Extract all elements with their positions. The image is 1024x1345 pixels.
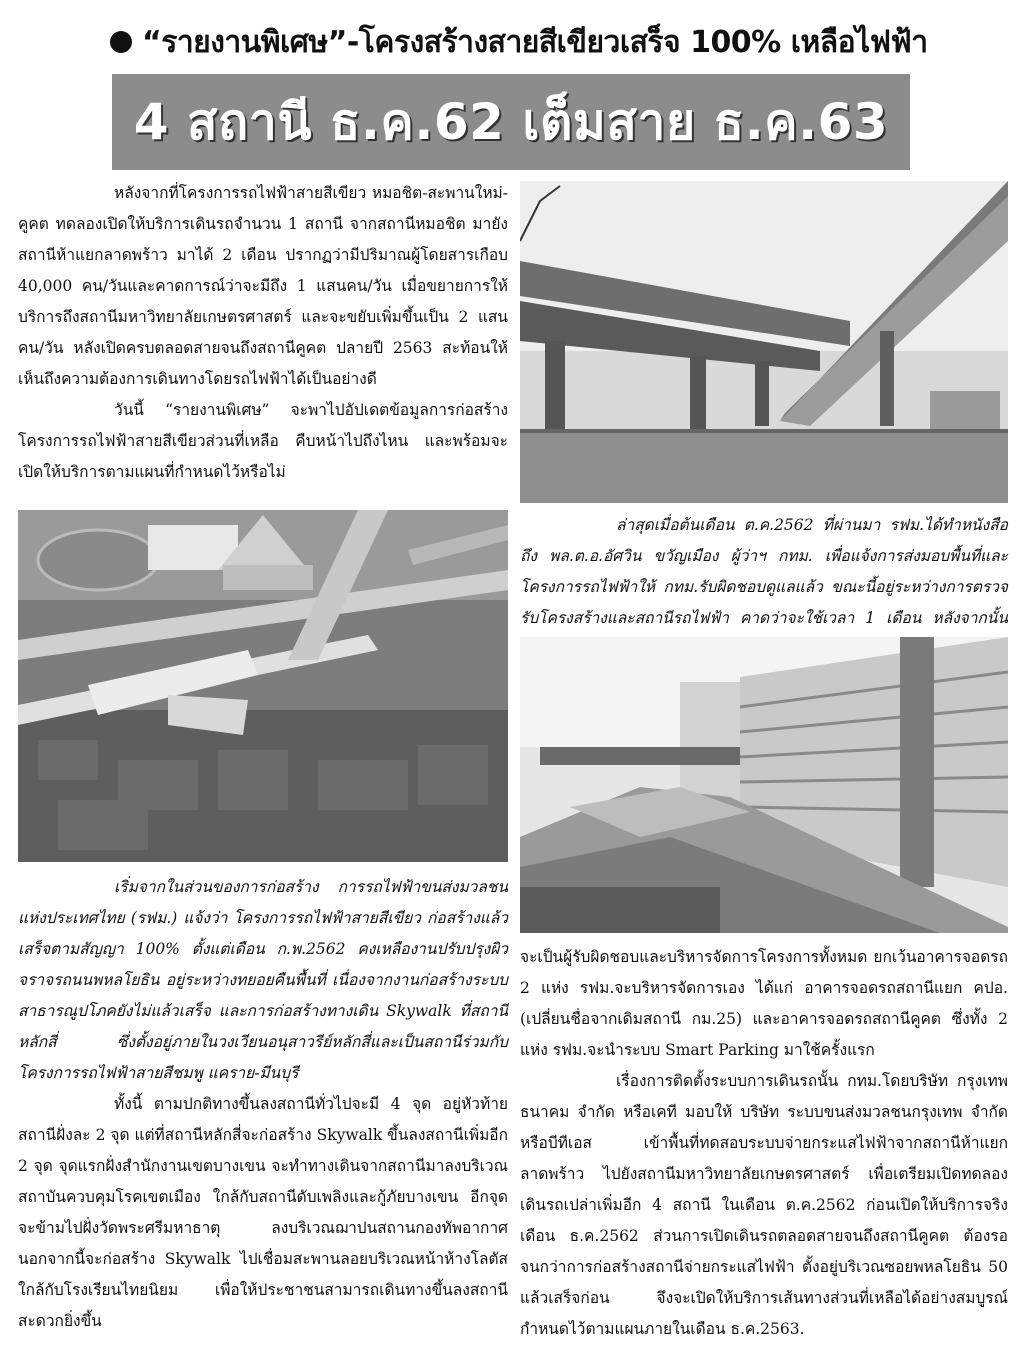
elevated-track-photo [520, 181, 1008, 503]
handover-paragraph: ล่าสุดเมื่อต้นเดือน ต.ค.2562 ที่ผ่านมา รฟม.ได้ทำหนังสือถึง พล.ต.อ.อัศวิน ขวัญเมือง ผู้ว่าฯ กทม. เพื่อแจ้งการส่งมอบพื้นที่และโครงการรถไฟฟ้าให้ กทม.รับผิดชอบดูแลแล้ว ขณะนี้อยู่ระหว่างการตรวจรับโครงสร้างและสถานีรถไฟฟ้า คาดว่าจะใช้เวลา 1 เดือน หลังจากนั้น [520, 516, 1008, 627]
special-report-paragraph: วันนี้ “รายงานพิเศษ” จะพาไปอัปเดตข้อมูลการก่อสร้างโครงการรถไฟฟ้าสายสีเขียวส่วนที่เหลือ คืบหน้าไปถึงไหน และพร้อมจะเปิดให้บริการตามแผนที่กำหนดไว้หรือไม่ [18, 401, 508, 481]
parking-paragraph: จะเป็นผู้รับผิดชอบและบริหารจัดการโครงการทั้งหมด ยกเว้นอาคารจอดรถ 2 แห่ง รฟม.จะบริหารจัดการเอง ได้แก่ อาคารจอดรถสถานีแยก คปอ. (เปลี่ยนชื่อจากเดิมสถานี กม.25) และอาคารจอดรถสถานีคูคต ซึ่งทั้ง 2 แห่ง รฟม.จะนำระบบ Smart Parking มาใช้ครั้งแรก [520, 948, 1008, 1059]
right-bottom-text [520, 942, 1008, 1345]
parking-building-photo [520, 637, 1008, 933]
bullet-dot-icon [110, 31, 132, 53]
kicker [110, 14, 930, 70]
power-system-paragraph: เรื่องการติดตั้งระบบการเดินรถนั้น กทม.โดยบริษัท กรุงเทพธนาคม จำกัด หรือเคที มอบให้ บริษัท ระบบขนส่งมวลชนกรุงเทพ จำกัด หรือบีทีเอส เข้าพื้นที่ทดสอบระบบจ่ายกระแสไฟฟ้าจากสถานีห้าแยกลาดพร้าว ไปยังสถานีมหาวิทยาลัยเกษตรศาสตร์ เพื่อเตรียมเปิดทดลองเดินรถเปล่าเพิ่มอีก 4 สถานี ในเดือน ต.ค.2562 ก่อนเปิดให้บริการจริงเดือน ธ.ค.2562 ส่วนการเปิดเดินรถตลอดสายจนถึงสถานีคูคต ต้องรอจนกว่าการก่อสร้างสถานีจ่ายกระแสไฟฟ้า ตั้งอยู่บริเวณซอยพหลโยธิน 50 แล้วเสร็จก่อน จึงจะเปิดให้บริการเส้นทางส่วนที่เหลือได้อย่างสมบูรณ์ กำหนดไว้ตามแผนภายในเดือน ธ.ค.2563. [520, 1072, 1008, 1338]
aerial-station-photo [18, 510, 508, 862]
construction-paragraph: เริ่มจากในส่วนของการก่อสร้าง การรถไฟฟ้าขนส่งมวลชนแห่งประเทศไทย (รฟม.) แจ้งว่า โครงการรถไฟฟ้าสายสีเขียว ก่อสร้างแล้วเสร็จตามสัญญา 100% ตั้งแต่เดือน ก.พ.2562 คงเหลืองานปรับปรุงผิวจราจรถนนพหลโยธิน อยู่ระหว่างทยอยคืนพื้นที่ เนื่องจากงานก่อสร้างระบบสาธารณูปโภคยังไม่แล้วเสร็จ และการก่อสร้างทางเดิน Skywalk ที่สถานีหลักสี่ ซึ่งตั้งอยู่ภายในวงเวียนอนุสาวรีย์หลักสี่และเป็นสถานีร่วมกับโครงการรถไฟฟ้าสายสีชมพู แคราย-มีนบุรี [18, 878, 508, 1082]
headline-banner [112, 74, 910, 170]
headline-text: 4 สถานี ธ.ค.62 เต็มสาย ธ.ค.63 [133, 92, 889, 151]
intro-paragraph: หลังจากที่โครงการรถไฟฟ้าสายสีเขียว หมอชิต-สะพานใหม่-คูคต ทดลองเปิดให้บริการเดินรถจำนวน 1 สถานี จากสถานีหมอชิต มายังสถานีห้าแยกลาดพร้าว มาได้ 2 เดือน ปรากฏว่ามีปริมาณผู้โดยสารเกือบ 40,000 คน/วันและคาดการณ์ว่าจะมีถึง 1 แสนคน/วัน เมื่อขยายการให้บริการถึงสถานีมหาวิทยาลัยเกษตรศาสตร์ และจะขยับเพิ่มขึ้นเป็น 2 แสนคน/วัน หลังเปิดครบตลอดสายจนถึงสถานีคูคต ปลายปี 2563 สะท้อนให้เห็นถึงความต้องการเดินทางโดยรถไฟฟ้าได้เป็นอย่างดี [18, 184, 508, 388]
left-top-text [18, 178, 508, 488]
left-bottom-text [18, 872, 508, 1337]
skywalk-paragraph: ทั้งนี้ ตามปกติทางขึ้นลงสถานีทั่วไปจะมี 4 จุด อยู่หัวท้ายสถานีฝั่งละ 2 จุด แต่ที่สถานีหลักสี่จะก่อสร้าง Skywalk ขึ้นลงสถานีเพิ่มอีก 2 จุด จุดแรกฝั่งสำนักงานเขตบางเขน จะทำทางเดินจากสถานีมาลงบริเวณสถาบันควบคุมโรคเขตเมือง ใกล้กับสถานีดับเพลิงและกู้ภัยบางเขน อีกจุดจะข้ามไปฝั่งวัดพระศรีมหาธาตุ ลงบริเวณฌาปนสถานกองทัพอากาศ นอกจากนี้จะก่อสร้าง Skywalk ไปเชื่อมสะพานลอยบริเวณหน้าห้างโลตัส ใกล้กับโรงเรียนไทยนิยม เพื่อให้ประชาชนสามารถเดินทางขึ้นลงสถานีสะดวกยิ่งขึ้น [18, 1095, 508, 1330]
kicker-text: “รายงานพิเศษ”-โครงสร้างสายสีเขียวเสร็จ 100% เหลือไฟฟ้า [142, 24, 928, 60]
